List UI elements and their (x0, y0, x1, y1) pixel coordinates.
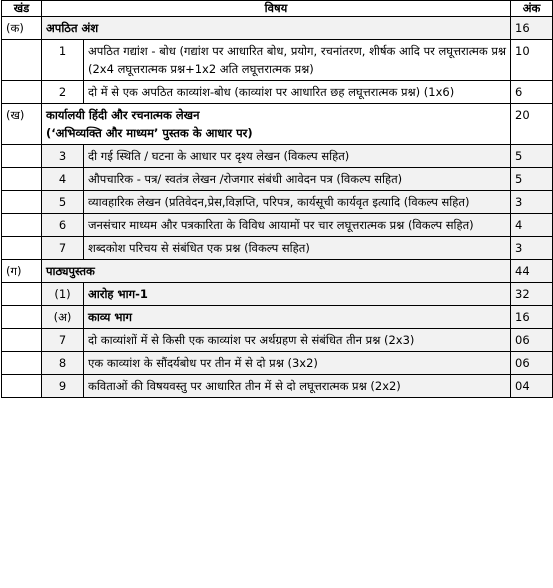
table-row (2, 214, 553, 237)
row-marks: 10 (511, 40, 553, 81)
row-marks: 5 (511, 145, 553, 168)
row-marks: 16 (511, 306, 553, 329)
row-section (2, 214, 42, 237)
question-description: दो में से एक अपठित काव्यांश-बोध (काव्यांश पर आधारित छह लघूत्तरात्मक प्रश्न) (1x6) (84, 81, 511, 104)
table-row (2, 40, 553, 81)
row-marks: 32 (511, 283, 553, 306)
header-marks: अंक (511, 1, 553, 17)
question-description: जनसंचार माध्यम और पत्रकारिता के विविध आयामों पर चार लघूत्तरात्मक प्रश्न (विकल्प सहित) (84, 214, 511, 237)
question-description: कविताओं की विषयवस्तु पर आधारित तीन में से दो लघूत्तरात्मक प्रश्न (2x2) (84, 375, 511, 398)
table-row (2, 168, 553, 191)
row-marks: 5 (511, 168, 553, 191)
row-number: 4 (42, 168, 84, 191)
section-title: पाठ्यपुस्तक (42, 260, 511, 283)
table-row (2, 260, 553, 283)
row-number: 7 (42, 329, 84, 352)
question-description: शब्दकोश परिचय से संबंधित एक प्रश्न (विकल्प सहित) (84, 237, 511, 260)
table-row (2, 329, 553, 352)
row-marks: 3 (511, 237, 553, 260)
row-number: 7 (42, 237, 84, 260)
question-description: औपचारिक - पत्र/ स्वतंत्र लेखन /रोजगार संबंधी आवेदन पत्र (विकल्प सहित) (84, 168, 511, 191)
row-section (2, 191, 42, 214)
row-number: 3 (42, 145, 84, 168)
row-marks: 44 (511, 260, 553, 283)
table-row (2, 375, 553, 398)
row-marks: 20 (511, 104, 553, 145)
question-description: एक काव्यांश के सौंदर्यबोध पर तीन में से दो प्रश्न (3x2) (84, 352, 511, 375)
row-marks: 4 (511, 214, 553, 237)
row-number: 1 (42, 40, 84, 81)
row-section: (क) (2, 17, 42, 40)
row-section (2, 306, 42, 329)
table-row (2, 352, 553, 375)
row-number: (1) (42, 283, 84, 306)
section-title: कार्यालयी हिंदी और रचनात्मक लेखन (‘अभिव्यक्ति और माध्यम’ पुस्तक के आधार पर) (42, 104, 511, 145)
table-row (2, 283, 553, 306)
question-description: अपठित गद्यांश - बोध (गद्यांश पर आधारित बोध, प्रयोग, रचनांतरण, शीर्षक आदि पर लघूत्तरात्मक प्रश्न (2x4 लघूत्तरात्मक प्रश्न+1x2 अति लघूत्तरात्मक प्रश्न) (84, 40, 511, 81)
row-number: (अ) (42, 306, 84, 329)
row-marks: 16 (511, 17, 553, 40)
row-section (2, 375, 42, 398)
subsection-title: काव्य भाग (84, 306, 511, 329)
row-section (2, 352, 42, 375)
table-header-row (2, 1, 553, 17)
table-row (2, 17, 553, 40)
header-subject: विषय (42, 1, 511, 17)
row-number: 9 (42, 375, 84, 398)
header-section: खंड (2, 1, 42, 17)
row-section: (ख) (2, 104, 42, 145)
row-marks: 06 (511, 352, 553, 375)
row-section (2, 329, 42, 352)
row-number: 5 (42, 191, 84, 214)
row-section (2, 81, 42, 104)
marks-distribution-table (1, 0, 553, 398)
table-row (2, 81, 553, 104)
row-section (2, 40, 42, 81)
row-number: 2 (42, 81, 84, 104)
question-description: व्यावहारिक लेखन (प्रतिवेदन,प्रेस,विज्ञप्ति, परिपत्र, कार्यसूची कार्यवृत इत्यादि (विकल्प सहित) (84, 191, 511, 214)
table-row (2, 191, 553, 214)
subsection-title: आरोह भाग-1 (84, 283, 511, 306)
table-row (2, 237, 553, 260)
table-row (2, 306, 553, 329)
row-section (2, 145, 42, 168)
question-description: दी गई स्थिति / घटना के आधार पर दृश्य लेखन (विकल्प सहित) (84, 145, 511, 168)
row-section (2, 168, 42, 191)
row-number: 6 (42, 214, 84, 237)
row-number: 8 (42, 352, 84, 375)
row-marks: 06 (511, 329, 553, 352)
row-section: (ग) (2, 260, 42, 283)
table-row (2, 104, 553, 145)
table-body (2, 17, 553, 398)
row-marks: 04 (511, 375, 553, 398)
row-section (2, 283, 42, 306)
row-marks: 3 (511, 191, 553, 214)
row-marks: 6 (511, 81, 553, 104)
section-title: अपठित अंश (42, 17, 511, 40)
table-row (2, 145, 553, 168)
row-section (2, 237, 42, 260)
question-description: दो काव्यांशों में से किसी एक काव्यांश पर अर्थग्रहण से संबंधित तीन प्रश्न (2x3) (84, 329, 511, 352)
